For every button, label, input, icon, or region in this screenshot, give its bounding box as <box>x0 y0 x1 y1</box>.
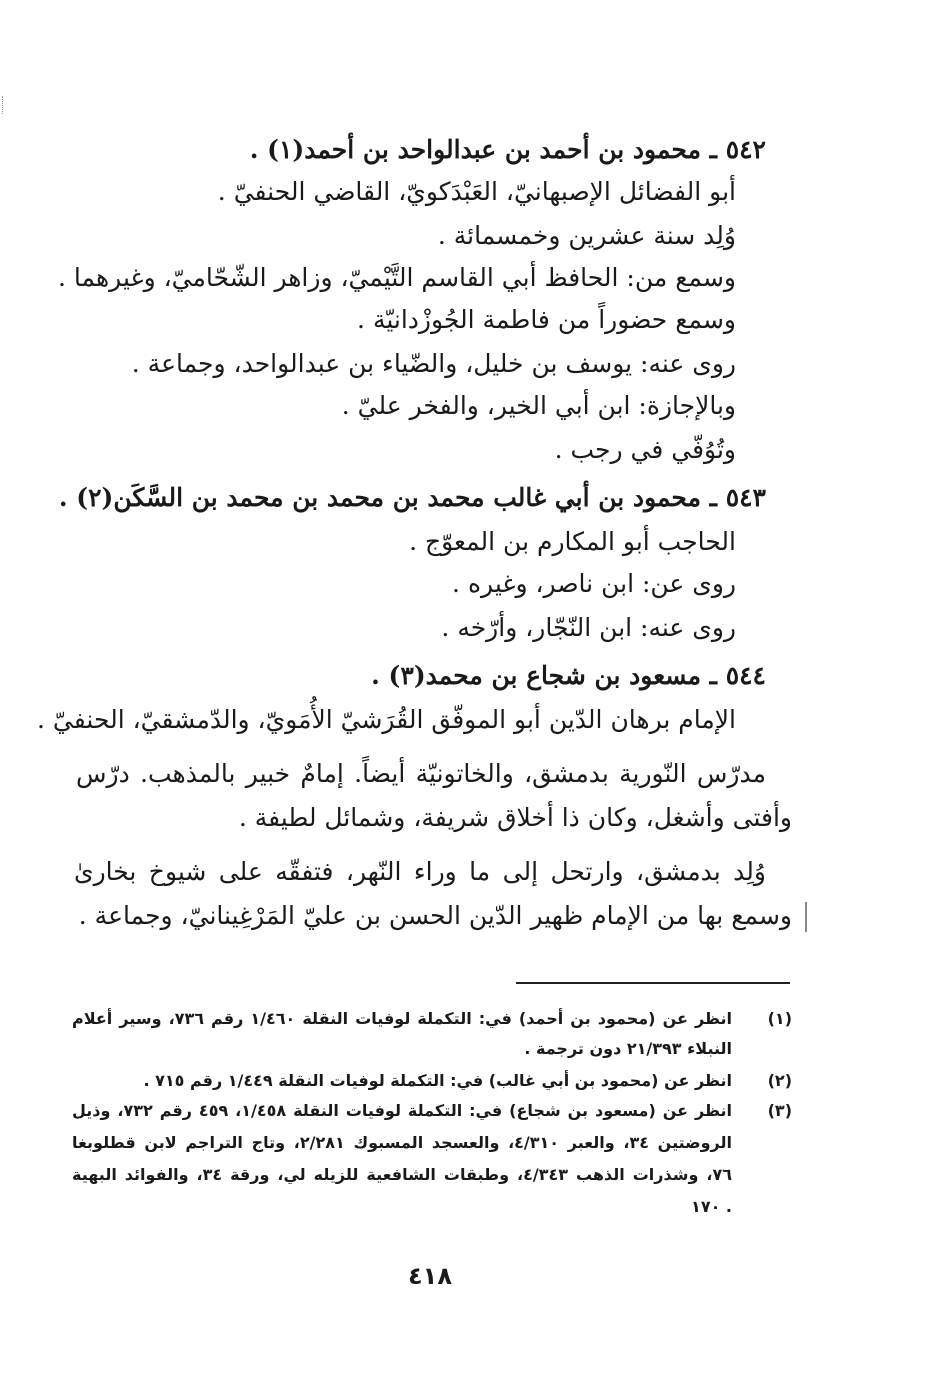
entry-542-line: وسمع حضوراً من فاطمة الجُوزْدانيّة . <box>357 305 736 334</box>
entry-542-line: وسمع من: الحافظ أبي القاسم التَّيْميّ، وزاهر الشّحّاميّ، وغيرهما . <box>58 263 736 292</box>
entry-542-heading: ٥٤٢ ـ محمود بن أحمد بن عبدالواحد بن أحمد(١) . <box>249 135 766 164</box>
entry-543-line: روى عن: ابن ناصر، وغيره . <box>452 569 736 598</box>
entry-544-line: وأفتى وأشغل، وكان ذا أخلاق شريفة، وشمائل لطيفة . <box>238 803 792 832</box>
entry-543-heading: ٥٤٣ ـ محمود بن أبي غالب محمد بن محمد بن محمد بن السَّكَن(٢) . <box>58 483 766 512</box>
margin-bar <box>805 902 807 932</box>
footnote-3-text: الروضتين ٣٤، والعبر ٤/٣١٠، والعسجد المسبوك ٢/٢٨١، وتاج التراجم لابن قطلوبغا <box>72 1133 732 1152</box>
entry-544-line: مدرّس النّورية بدمشق، والخاتونيّة أيضاً. إمامٌ خبير بالمذهب. درّس <box>76 759 766 788</box>
entry-544-line: الإمام برهان الدّين أبو الموفّق القُرَشيّ الأُمَويّ، والدّمشقيّ، الحنفيّ . <box>37 705 736 734</box>
footnote-3-number: (٣) <box>767 1101 792 1120</box>
footnote-separator <box>516 982 790 984</box>
footnote-3-text: انظر عن (مسعود بن شجاع) في: التكملة لوفيات النقلة ١/٤٥٨، ٤٥٩ رقم ٧٣٢، وذيل <box>72 1101 733 1120</box>
entry-543-line: الحاجب أبو المكارم بن المعوّج . <box>409 527 736 556</box>
footnote-2-text: انظر عن (محمود بن أبي غالب) في: التكملة لوفيات النقلة ١/٤٤٩ رقم ٧١٥ . <box>143 1071 732 1090</box>
entry-542-line: روى عنه: يوسف بن خليل، والضّياء بن عبدالواحد، وجماعة . <box>131 349 736 378</box>
footnote-1-text: النبلاء ٢١/٣٩٣ دون ترجمة . <box>524 1039 732 1058</box>
footnote-2-number: (٢) <box>767 1071 792 1090</box>
entry-542-line: وبالإجازة: ابن أبي الخير، والفخر عليّ . <box>341 391 736 420</box>
entry-542-line: وُلِد سنة عشرين وخمسمائة . <box>437 221 736 250</box>
page-number: ٤١٨ <box>408 1262 452 1290</box>
scan-margin-mark <box>2 96 6 114</box>
footnote-3-text: ٧٦، وشذرات الذهب ٤/٣٤٣، وطبقات الشافعية للزيله لي، ورقة ٣٤، والفوائد البهية <box>72 1165 733 1184</box>
entry-544-line: وسمع بها من الإمام ظهير الدّين الحسن بن عليّ المَرْغِينانيّ، وجماعة . <box>78 901 792 930</box>
entry-542-line: وتُوُفّي في رجب . <box>554 435 736 464</box>
entry-543-line: روى عنه: ابن النّجّار، وأرّخه . <box>441 613 736 642</box>
entry-544-heading: ٥٤٤ ـ مسعود بن شجاع بن محمد(٣) . <box>371 661 766 690</box>
footnote-3-text: . ١٧٠ <box>691 1197 732 1216</box>
footnote-1-text: انظر عن (محمود بن أحمد) في: التكملة لوفيات النقلة ١/٤٦٠ رقم ٧٣٦، وسير أعلام <box>72 1009 733 1028</box>
footnote-1-number: (١) <box>767 1009 792 1028</box>
entry-542-line: أبو الفضائل الإصبهانيّ، العَبْدَكويّ، القاضي الحنفيّ . <box>217 177 736 206</box>
entry-544-line: وُلِد بدمشق، وارتحل إلى ما وراء النّهر، فتفقّه على شيوخ بخارىٰ <box>74 857 766 886</box>
